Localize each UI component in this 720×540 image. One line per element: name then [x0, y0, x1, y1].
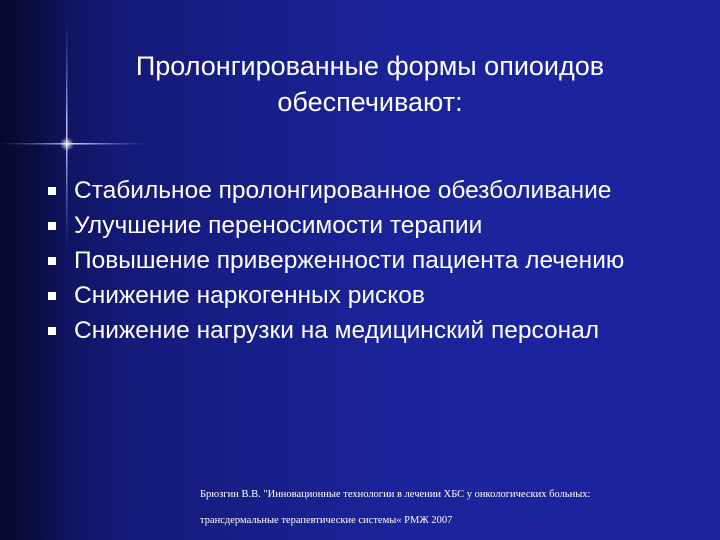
slide-title — [80, 48, 660, 120]
square-bullet-icon — [48, 292, 56, 300]
bullet-item — [48, 176, 708, 205]
slide-title-line-1: Пролонгированные формы опиоидов — [135, 51, 605, 81]
reference-line-1: Брюзгин В.В. "Инновационные технологии в лечении ХБС у онкологических больных: — [200, 489, 591, 500]
square-bullet-icon — [48, 187, 56, 195]
bullet-text: Снижение нагрузки на медицинский персонал — [74, 317, 600, 344]
bullet-text: Улучшение переносимости терапии — [74, 212, 483, 239]
bullet-text: Повышение приверженности пациента лечению — [74, 247, 625, 274]
bullet-text: Снижение наркогенных рисков — [74, 282, 425, 309]
bullet-item — [48, 211, 708, 240]
square-bullet-icon — [48, 327, 56, 335]
bullet-item — [48, 281, 708, 310]
square-bullet-icon — [48, 222, 56, 230]
bullet-text: Стабильное пролонгированное обезболивание — [74, 177, 612, 204]
bullet-item — [48, 316, 708, 345]
slide-title-line-2: обеспечивают: — [277, 87, 463, 117]
bullet-list — [48, 176, 708, 351]
reference-citation — [200, 482, 700, 534]
reference-line-2: трансдермальные терапевтические системы« РМЖ 2007 — [200, 515, 453, 526]
square-bullet-icon — [48, 257, 56, 265]
bullet-item — [48, 246, 708, 275]
